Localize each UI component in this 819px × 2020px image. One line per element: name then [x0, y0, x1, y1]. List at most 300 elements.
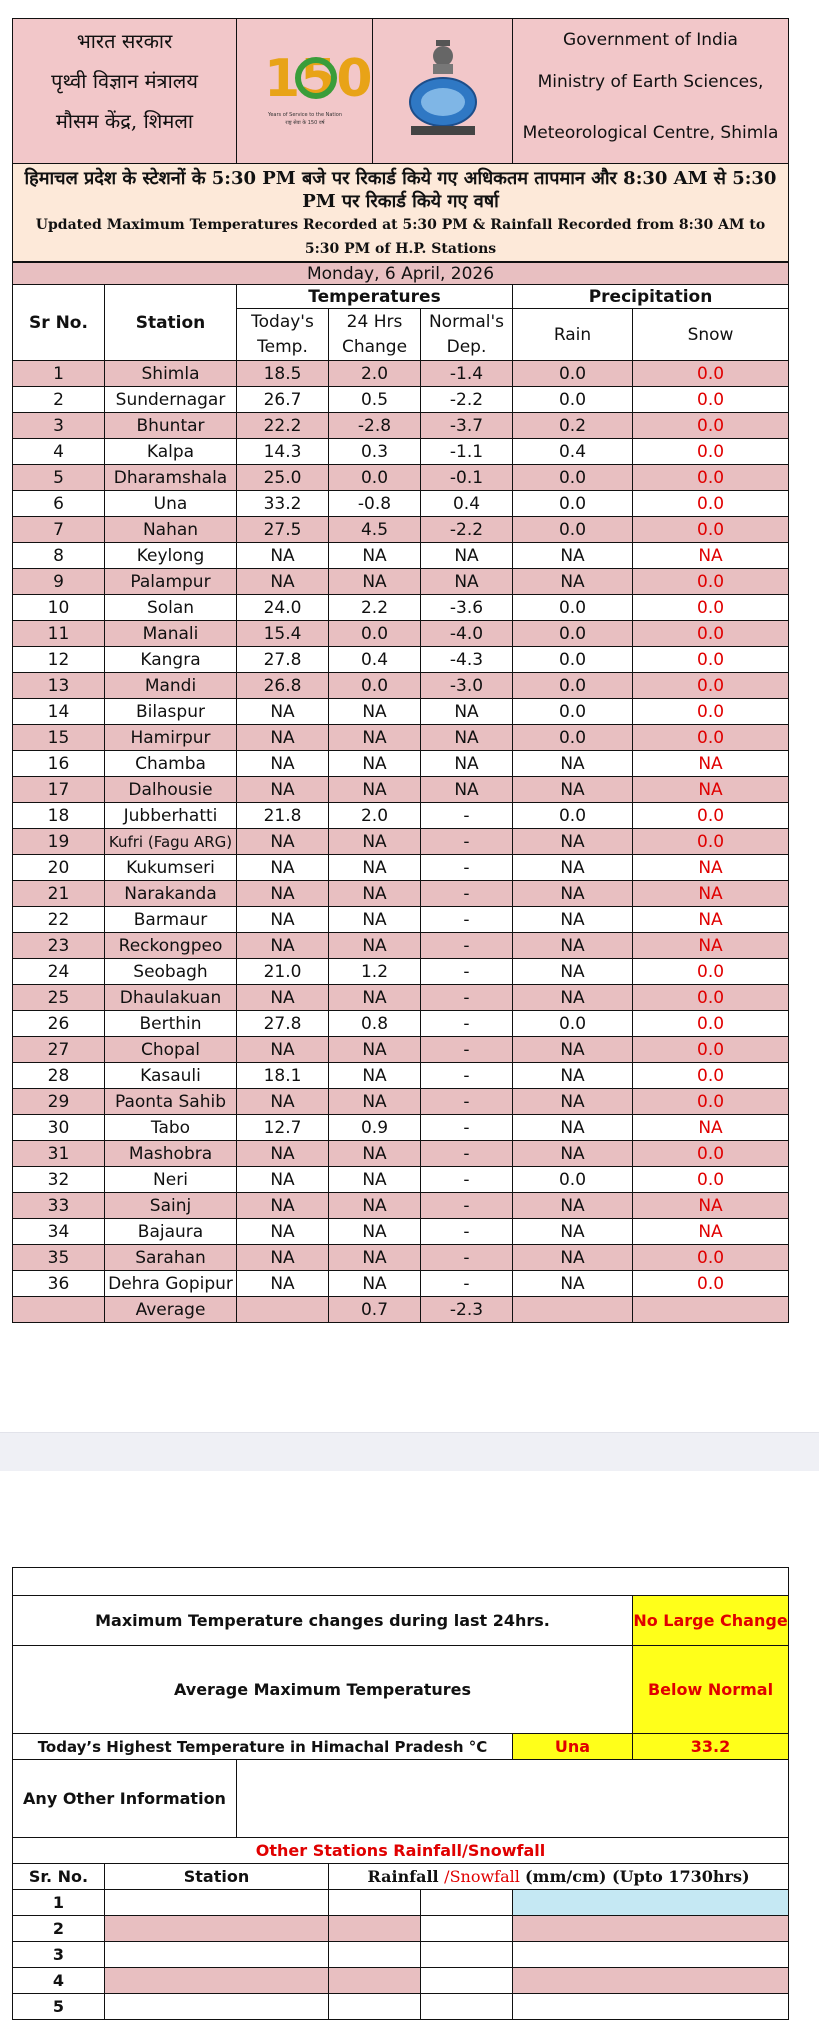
row-todays-temp: NA [237, 881, 329, 907]
row-station: Barmaur [105, 907, 237, 933]
other-row-rainfall [329, 1942, 421, 1968]
list-item [13, 1994, 789, 2020]
col-label-line: Normal's [428, 311, 505, 332]
row-sr-no: 26 [13, 1011, 105, 1037]
row-station: Kufri (Fagu ARG) [105, 829, 237, 855]
other-row-remarks [513, 1942, 789, 1968]
row-sr-no: 35 [13, 1245, 105, 1271]
table-row [13, 1063, 789, 1089]
other-row-station [105, 1994, 329, 2020]
row-sr-no: 25 [13, 985, 105, 1011]
row-station: Una [105, 491, 237, 517]
summary-table [12, 1567, 789, 2020]
row-rain: 0.0 [513, 595, 633, 621]
row-rain: NA [513, 543, 633, 569]
row-rain: 0.0 [513, 699, 633, 725]
row-normal-dep: 0.4 [421, 491, 513, 517]
row-rain: 0.0 [513, 725, 633, 751]
table-row [13, 439, 789, 465]
row-sr-no: 3 [13, 413, 105, 439]
row-snow: 0.0 [633, 621, 789, 647]
row-normal-dep: NA [421, 569, 513, 595]
report-date: Monday, 6 April, 2026 [13, 263, 789, 285]
other-row-remarks [513, 1968, 789, 1994]
row-24hr-change: 2.2 [329, 595, 421, 621]
row-snow: 0.0 [633, 1141, 789, 1167]
row-24hr-change: NA [329, 1167, 421, 1193]
temp-change-label: Maximum Temperature changes during last 24hrs. [13, 1596, 633, 1646]
row-todays-temp: 26.8 [237, 673, 329, 699]
row-station: Mandi [105, 673, 237, 699]
col-label-line: Temp. [257, 336, 308, 357]
row-sr-no: 28 [13, 1063, 105, 1089]
row-station: Dalhousie [105, 777, 237, 803]
table-row [13, 725, 789, 751]
row-todays-temp: 21.8 [237, 803, 329, 829]
row-normal-dep: - [421, 985, 513, 1011]
row-sr-no: 16 [13, 751, 105, 777]
table-row [13, 465, 789, 491]
row-24hr-change: 0.8 [329, 1011, 421, 1037]
row-sr-no: 9 [13, 569, 105, 595]
row-sr-no: 8 [13, 543, 105, 569]
row-sr-no: 31 [13, 1141, 105, 1167]
english-line: Meteorological Centre, Shimla [522, 123, 779, 143]
row-24hr-change: NA [329, 1063, 421, 1089]
row-todays-temp: NA [237, 1141, 329, 1167]
row-snow: 0.0 [633, 1063, 789, 1089]
row-snow: 0.0 [633, 517, 789, 543]
row-rain: NA [513, 933, 633, 959]
row-24hr-change: NA [329, 1193, 421, 1219]
highest-temp-value: 33.2 [633, 1734, 789, 1760]
row-sr-no: 34 [13, 1219, 105, 1245]
col-todays-temp [237, 309, 329, 361]
col-label-line: Today's [251, 311, 314, 332]
row-normal-dep: - [421, 907, 513, 933]
row-todays-temp: NA [237, 543, 329, 569]
row-station: Keylong [105, 543, 237, 569]
other-info-value [237, 1760, 789, 1838]
row-24hr-change: -2.8 [329, 413, 421, 439]
avg-max-label: Average Maximum Temperatures [13, 1646, 633, 1734]
row-snow: 0.0 [633, 595, 789, 621]
row-24hr-change: NA [329, 881, 421, 907]
report-title-hindi: हिमाचल प्रदेश के स्टेशनों के 5:30 PM बजे पर रिकार्ड किये गए अधिकतम तापमान और 8:30 AM से 5:30 PM पर रिकार्ड किये गए वर्षा [24, 168, 777, 212]
col-group-precipitation: Precipitation [513, 285, 789, 309]
table-row [13, 1011, 789, 1037]
row-normal-dep: NA [421, 777, 513, 803]
row-todays-temp: NA [237, 907, 329, 933]
row-24hr-change: NA [329, 543, 421, 569]
row-rain: NA [513, 1037, 633, 1063]
row-24hr-change: 0.0 [329, 621, 421, 647]
row-sr-no: 10 [13, 595, 105, 621]
row-normal-dep: - [421, 829, 513, 855]
other-row-snowfall [421, 1994, 513, 2020]
row-24hr-change: NA [329, 985, 421, 1011]
col-sr-no: Sr No. [13, 285, 105, 361]
row-24hr-change: NA [329, 933, 421, 959]
row-snow: 0.0 [633, 699, 789, 725]
logo-hindi-tagline: राष्ट्र सेवा के 150 वर्ष [284, 119, 325, 126]
row-snow: 0.0 [633, 985, 789, 1011]
row-todays-temp: NA [237, 699, 329, 725]
row-24hr-change: 2.0 [329, 803, 421, 829]
table-row [13, 413, 789, 439]
row-normal-dep: - [421, 1193, 513, 1219]
row-24hr-change: NA [329, 1089, 421, 1115]
row-sr-no: 27 [13, 1037, 105, 1063]
row-station: Sundernagar [105, 387, 237, 413]
row-sr-no: 11 [13, 621, 105, 647]
row-24hr-change: 1.2 [329, 959, 421, 985]
row-rain: NA [513, 751, 633, 777]
ministry-emblem [373, 19, 513, 164]
row-station: Kangra [105, 647, 237, 673]
row-todays-temp: 24.0 [237, 595, 329, 621]
row-normal-dep: - [421, 1141, 513, 1167]
row-rain: 0.0 [513, 621, 633, 647]
row-sr-no: 14 [13, 699, 105, 725]
row-normal-dep: - [421, 1271, 513, 1297]
row-snow: 0.0 [633, 491, 789, 517]
row-snow: NA [633, 907, 789, 933]
station-rows [13, 361, 789, 1297]
row-rain: 0.0 [513, 647, 633, 673]
row-sr-no: 36 [13, 1271, 105, 1297]
row-todays-temp: 25.0 [237, 465, 329, 491]
row-normal-dep: -1.1 [421, 439, 513, 465]
row-sr-no: 20 [13, 855, 105, 881]
row-rain: 0.0 [513, 465, 633, 491]
row-snow: 0.0 [633, 465, 789, 491]
table-row [13, 1193, 789, 1219]
table-row [13, 803, 789, 829]
table-row [13, 1037, 789, 1063]
table-row [13, 647, 789, 673]
row-rain: NA [513, 1089, 633, 1115]
row-station: Palampur [105, 569, 237, 595]
row-todays-temp: NA [237, 725, 329, 751]
list-item [13, 1968, 789, 1994]
average-label: Average [105, 1297, 237, 1323]
row-rain: 0.0 [513, 491, 633, 517]
row-rain: 0.2 [513, 413, 633, 439]
row-station: Solan [105, 595, 237, 621]
list-item [13, 1890, 789, 1916]
english-line: Government of India [563, 30, 738, 50]
row-sr-no: 33 [13, 1193, 105, 1219]
row-snow: NA [633, 855, 789, 881]
other-row-sr: 5 [13, 1994, 105, 2020]
row-todays-temp: NA [237, 751, 329, 777]
table-row [13, 829, 789, 855]
table-row [13, 569, 789, 595]
row-rain: 0.0 [513, 1167, 633, 1193]
average-temp-empty [237, 1297, 329, 1323]
row-snow: NA [633, 543, 789, 569]
row-snow: 0.0 [633, 361, 789, 387]
row-normal-dep: - [421, 1219, 513, 1245]
row-24hr-change: NA [329, 569, 421, 595]
row-24hr-change: NA [329, 1141, 421, 1167]
row-normal-dep: NA [421, 699, 513, 725]
row-normal-dep: -2.2 [421, 387, 513, 413]
row-todays-temp: NA [237, 1193, 329, 1219]
col-label-line: Dep. [446, 336, 487, 357]
row-snow: NA [633, 1193, 789, 1219]
row-normal-dep: NA [421, 543, 513, 569]
row-sr-no: 21 [13, 881, 105, 907]
row-sr-no: 6 [13, 491, 105, 517]
row-rain: NA [513, 1115, 633, 1141]
row-todays-temp: 18.1 [237, 1063, 329, 1089]
row-sr-no: 15 [13, 725, 105, 751]
hindi-line: पृथ्वी विज्ञान मंत्रालय [51, 69, 198, 93]
table-row [13, 361, 789, 387]
other-row-rainfall [329, 1994, 421, 2020]
row-rain: NA [513, 829, 633, 855]
other-row-remarks [513, 1890, 789, 1916]
row-station: Dehra Gopipur [105, 1271, 237, 1297]
row-24hr-change: NA [329, 907, 421, 933]
row-snow: 0.0 [633, 569, 789, 595]
row-snow: 0.0 [633, 1245, 789, 1271]
row-rain: NA [513, 985, 633, 1011]
row-snow: 0.0 [633, 1011, 789, 1037]
table-row [13, 855, 789, 881]
report-title [13, 164, 789, 262]
col-rain: Rain [513, 309, 633, 361]
other-col-station: Station [105, 1864, 329, 1890]
row-normal-dep: -3.6 [421, 595, 513, 621]
row-todays-temp: NA [237, 1089, 329, 1115]
average-change: 0.7 [329, 1297, 421, 1323]
table-row [13, 1089, 789, 1115]
row-station: Narakanda [105, 881, 237, 907]
row-sr-no: 24 [13, 959, 105, 985]
row-todays-temp: 18.5 [237, 361, 329, 387]
other-row-sr: 2 [13, 1916, 105, 1942]
row-rain: NA [513, 1063, 633, 1089]
row-todays-temp: 27.8 [237, 647, 329, 673]
row-station: Jubberhatti [105, 803, 237, 829]
rainfall-word: Rainfall [367, 1867, 445, 1886]
row-station: Berthin [105, 1011, 237, 1037]
row-snow: 0.0 [633, 803, 789, 829]
average-row [13, 1297, 789, 1323]
row-normal-dep: - [421, 1063, 513, 1089]
row-24hr-change: NA [329, 751, 421, 777]
row-24hr-change: NA [329, 1219, 421, 1245]
average-rain-empty [513, 1297, 633, 1323]
average-empty [13, 1297, 105, 1323]
row-snow: NA [633, 777, 789, 803]
row-snow: NA [633, 1219, 789, 1245]
other-row-snowfall [421, 1968, 513, 1994]
row-snow: NA [633, 751, 789, 777]
row-24hr-change: NA [329, 1245, 421, 1271]
row-sr-no: 13 [13, 673, 105, 699]
row-normal-dep: - [421, 1167, 513, 1193]
row-sr-no: 1 [13, 361, 105, 387]
col-snow: Snow [633, 309, 789, 361]
row-sr-no: 30 [13, 1115, 105, 1141]
other-row-snowfall [421, 1942, 513, 1968]
row-rain: NA [513, 1193, 633, 1219]
table-row [13, 1115, 789, 1141]
other-row-remarks [513, 1916, 789, 1942]
row-normal-dep: - [421, 1115, 513, 1141]
other-row-station [105, 1916, 329, 1942]
imd-150-logo-icon [260, 34, 373, 144]
row-normal-dep: - [421, 803, 513, 829]
row-snow: 0.0 [633, 439, 789, 465]
weather-report-sheet [12, 18, 788, 1323]
other-row-sr: 1 [13, 1890, 105, 1916]
row-rain: NA [513, 1141, 633, 1167]
row-todays-temp: NA [237, 777, 329, 803]
row-normal-dep: - [421, 855, 513, 881]
row-24hr-change: 0.0 [329, 465, 421, 491]
row-normal-dep: - [421, 933, 513, 959]
table-row [13, 1219, 789, 1245]
row-rain: 0.0 [513, 361, 633, 387]
row-station: Nahan [105, 517, 237, 543]
snowfall-word: /Snowfall [444, 1867, 525, 1886]
row-snow: 0.0 [633, 829, 789, 855]
other-row-sr: 3 [13, 1942, 105, 1968]
row-station: Reckongpeo [105, 933, 237, 959]
row-24hr-change: NA [329, 1271, 421, 1297]
other-row-rainfall [329, 1890, 421, 1916]
row-rain: NA [513, 907, 633, 933]
table-row [13, 751, 789, 777]
table-row [13, 1245, 789, 1271]
row-24hr-change: NA [329, 829, 421, 855]
row-snow: 0.0 [633, 1271, 789, 1297]
other-col-rainfall [329, 1864, 789, 1890]
row-24hr-change: 0.4 [329, 647, 421, 673]
other-stations-title: Other Stations Rainfall/Snowfall [13, 1838, 789, 1864]
row-normal-dep: NA [421, 725, 513, 751]
row-normal-dep: -2.2 [421, 517, 513, 543]
other-row-station [105, 1968, 329, 1994]
row-24hr-change: 0.9 [329, 1115, 421, 1141]
row-normal-dep: NA [421, 751, 513, 777]
row-station: Seobagh [105, 959, 237, 985]
row-station: Sarahan [105, 1245, 237, 1271]
row-station: Bilaspur [105, 699, 237, 725]
row-sr-no: 29 [13, 1089, 105, 1115]
col-label-line: 24 Hrs [346, 311, 403, 332]
row-snow: 0.0 [633, 1089, 789, 1115]
page-separator [0, 1432, 819, 1471]
row-sr-no: 5 [13, 465, 105, 491]
row-sr-no: 7 [13, 517, 105, 543]
row-normal-dep: - [421, 1037, 513, 1063]
row-snow: 0.0 [633, 1037, 789, 1063]
hindi-line: भारत सरकार [76, 29, 173, 53]
table-row [13, 1271, 789, 1297]
summary-top-blank [13, 1568, 789, 1596]
row-station: Kalpa [105, 439, 237, 465]
row-sr-no: 32 [13, 1167, 105, 1193]
logo-tagline: Years of Service to the Nation [267, 111, 342, 118]
table-row [13, 777, 789, 803]
row-rain: NA [513, 1219, 633, 1245]
row-todays-temp: NA [237, 933, 329, 959]
highest-temp-station: Una [513, 1734, 633, 1760]
station-table [12, 262, 789, 1323]
table-row [13, 543, 789, 569]
table-row [13, 959, 789, 985]
other-row-rainfall [329, 1968, 421, 1994]
row-normal-dep: -0.1 [421, 465, 513, 491]
table-row [13, 985, 789, 1011]
row-normal-dep: - [421, 1011, 513, 1037]
row-station: Kasauli [105, 1063, 237, 1089]
table-row [13, 673, 789, 699]
row-todays-temp: 12.7 [237, 1115, 329, 1141]
imd-150-logo [237, 19, 373, 164]
row-24hr-change: 2.0 [329, 361, 421, 387]
row-normal-dep: - [421, 1089, 513, 1115]
row-snow: 0.0 [633, 673, 789, 699]
temp-change-value: No Large Change [633, 1596, 789, 1646]
row-station: Shimla [105, 361, 237, 387]
row-rain: NA [513, 855, 633, 881]
row-rain: NA [513, 569, 633, 595]
units-text: (mm/cm) (Upto 1730hrs) [524, 1867, 750, 1886]
english-line: Ministry of Earth Sciences, [537, 72, 764, 92]
row-rain: 0.0 [513, 673, 633, 699]
row-24hr-change: 0.0 [329, 673, 421, 699]
row-todays-temp: NA [237, 1219, 329, 1245]
row-snow: 0.0 [633, 413, 789, 439]
row-sr-no: 19 [13, 829, 105, 855]
row-todays-temp: 14.3 [237, 439, 329, 465]
row-snow: NA [633, 1115, 789, 1141]
row-station: Tabo [105, 1115, 237, 1141]
other-row-station [105, 1890, 329, 1916]
row-24hr-change: NA [329, 699, 421, 725]
row-todays-temp: NA [237, 1245, 329, 1271]
report-title-english: Updated Maximum Temperatures Recorded at 5:30 PM & Rainfall Recorded from 8:30 AM to 5:30 PM of H.P. Stations [17, 213, 784, 261]
table-row [13, 699, 789, 725]
table-row [13, 595, 789, 621]
row-normal-dep: - [421, 881, 513, 907]
row-24hr-change: NA [329, 855, 421, 881]
list-item [13, 1942, 789, 1968]
row-rain: NA [513, 881, 633, 907]
row-24hr-change: NA [329, 777, 421, 803]
row-snow: 0.0 [633, 725, 789, 751]
other-station-rows [13, 1890, 789, 2020]
row-todays-temp: NA [237, 1037, 329, 1063]
other-col-sr: Sr. No. [13, 1864, 105, 1890]
table-row [13, 881, 789, 907]
row-snow: 0.0 [633, 959, 789, 985]
row-todays-temp: NA [237, 985, 329, 1011]
row-todays-temp: 27.8 [237, 1011, 329, 1037]
row-todays-temp: 26.7 [237, 387, 329, 413]
row-station: Neri [105, 1167, 237, 1193]
row-station: Bajaura [105, 1219, 237, 1245]
row-snow: 0.0 [633, 647, 789, 673]
other-row-remarks [513, 1994, 789, 2020]
